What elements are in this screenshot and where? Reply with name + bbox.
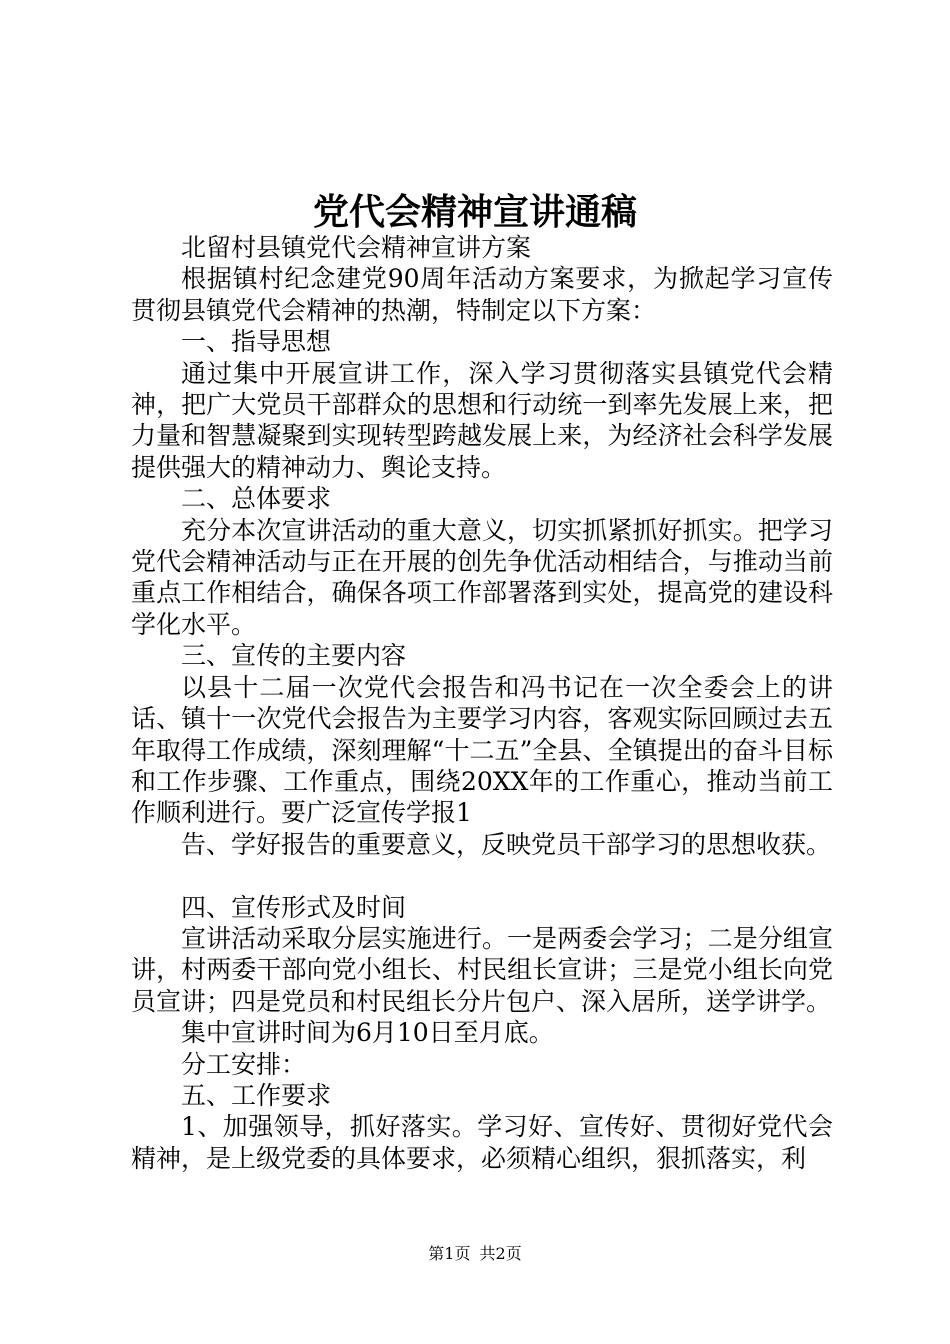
paragraph: 通过集中开展宣讲工作，深入学习贯彻落实县镇党代会精神，把广大党员干部群众的思想和行动统一到率先发展上来，把力量和智慧凝聚到实现转型跨越发展上来，为经济社会科学发展提供强大的精神动力、舆论支持。 [131, 358, 833, 482]
page-total: 共2页 [479, 1244, 522, 1263]
section-heading: 四、宣传形式及时间 [181, 892, 407, 922]
section-heading: 五、工作要求 [181, 1080, 332, 1110]
paragraph: 1、加强领导，抓好落实。学习好、宣传好、贯彻好党代会精神，是上级党委的具体要求，必须精心组织，狠抓落实，利 [131, 1112, 833, 1173]
page-number: 第1页 [428, 1244, 471, 1263]
paragraph: 以县十二届一次党代会报告和冯书记在一次全委会上的讲话、镇十一次党代会报告为主要学习内容，客观实际回顾过去五年取得工作成绩，深刻理解“十二五”全县、全镇提出的奋斗目标和工作步骤、工作重点，围绕20XX年的工作重心，推动当前工作顺利进行。要广泛宣传学报1 [131, 672, 833, 828]
paragraph: 宣讲活动采取分层实施进行。一是两委会学习；二是分组宣讲，村两委干部向党小组长、村民组长宣讲；三是党小组长向党员宣讲；四是党员和村民组长分片包户、深入居所，送学讲学。 [131, 923, 833, 1016]
paragraph: 告、学好报告的重要意义，反映党员干部学习的思想收获。 [181, 829, 832, 859]
section-heading: 二、总体要求 [181, 484, 332, 514]
paragraph: 充分本次宣讲活动的重大意义，切实抓紧抓好抓实。把学习党代会精神活动与正在开展的创先争优活动相结合，与推动当前重点工作相结合，确保各项工作部署落到实处，提高党的建设科学化水平。 [131, 515, 833, 639]
page-footer [0, 1243, 950, 1265]
paragraph: 分工安排： [181, 1049, 307, 1079]
paragraph: 根据镇村纪念建党90周年活动方案要求，为掀起学习宣传贯彻县镇党代会精神的热潮，特制定以下方案： [131, 264, 833, 325]
paragraph: 北留村县镇党代会精神宣讲方案 [181, 233, 532, 262]
document-body [131, 232, 833, 1174]
section-heading: 三、宣传的主要内容 [181, 641, 407, 671]
paragraph: 集中宣讲时间为6月10日至月底。 [181, 1018, 554, 1048]
document-title: 党代会精神宣讲通稿 [312, 191, 637, 233]
section-heading: 一、指导思想 [181, 327, 332, 357]
